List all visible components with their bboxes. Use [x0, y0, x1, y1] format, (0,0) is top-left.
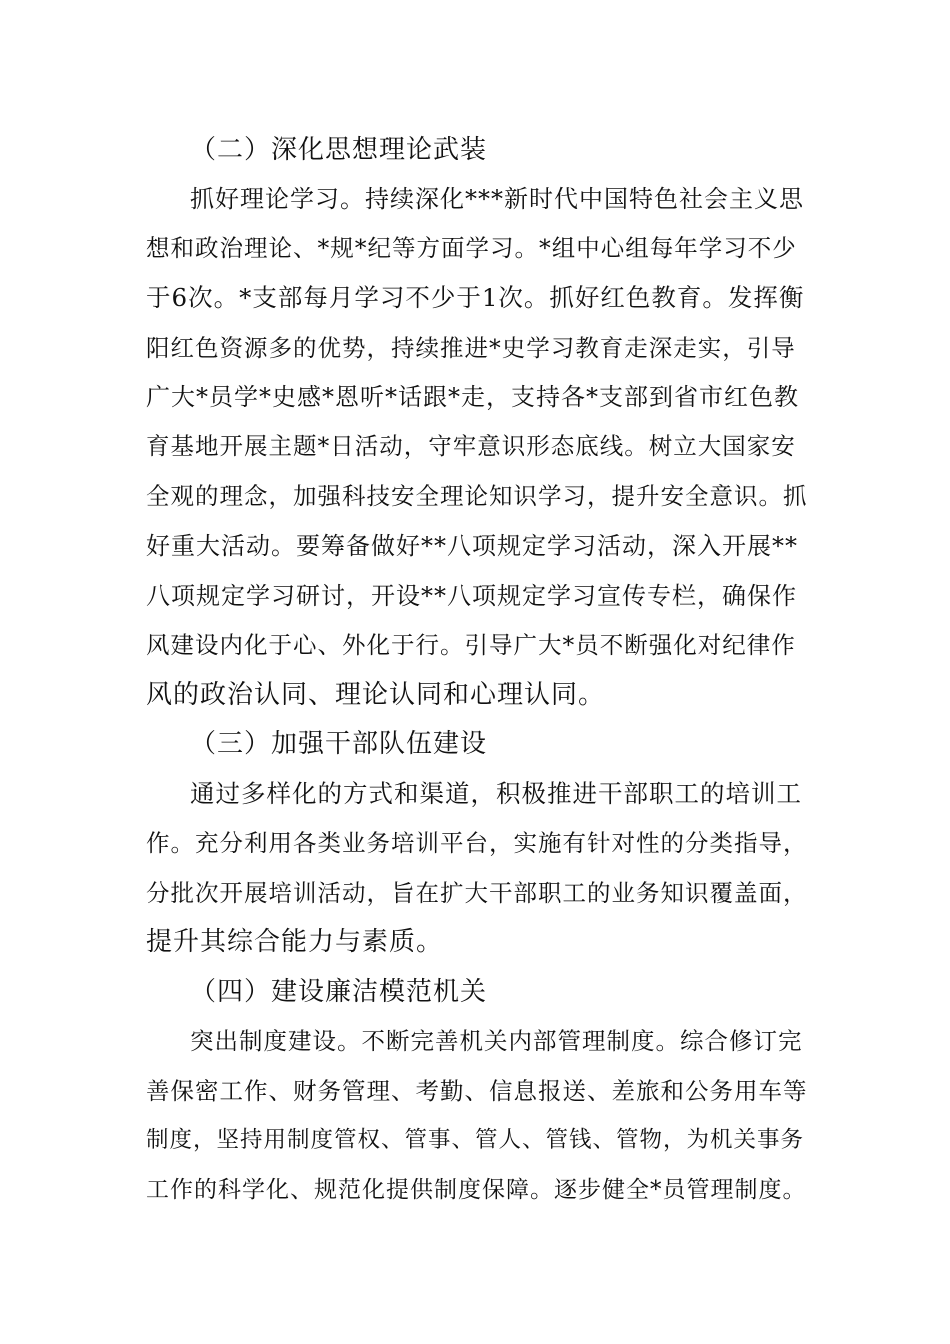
- paragraph-line: 分批次开展培训活动，旨在扩大干部职工的业务知识覆盖面，: [146, 879, 808, 907]
- paragraph-line: 工作的科学化、规范化提供制度保障。逐步健全*员管理制度。: [146, 1177, 807, 1203]
- paragraph-line: 作。充分利用各类业务培训平台，实施有针对性的分类指导，: [146, 829, 808, 857]
- paragraph-line: 好重大活动。要筹备做好**八项规定学习活动，深入开展**: [146, 532, 798, 560]
- section-heading-2: （二）深化思想理论武装: [190, 135, 488, 165]
- paragraph-line: 制度，坚持用制度管权、管事、管人、管钱、管物，为机关事务: [146, 1127, 805, 1153]
- paragraph-line: 广大*员学*史感*恩听*话跟*走，支持各*支部到省市红色教: [146, 383, 799, 411]
- paragraph-line: 善保密工作、财务管理、考勤、信息报送、差旅和公务用车等: [146, 1077, 808, 1105]
- section-heading-4: （四）建设廉洁模范机关: [190, 977, 488, 1007]
- paragraph-line: 全观的理念，加强科技安全理论知识学习，提升安全意识。抓: [146, 482, 808, 510]
- paragraph-line: 风的政治认同、理论认同和心理认同。: [146, 680, 606, 710]
- paragraph-line: 通过多样化的方式和渠道，积极推进干部职工的培训工: [190, 779, 802, 808]
- paragraph-line: 风建设内化于心、外化于行。引导广大*员不断强化对纪律作: [146, 631, 796, 659]
- paragraph-line: 于6次。*支部每月学习不少于1次。抓好红色教育。发挥衡: [146, 283, 805, 312]
- paragraph-line: 提升其综合能力与素质。: [146, 927, 444, 957]
- paragraph-line: 育基地开展主题*日活动，守牢意识形态底线。树立大国家安: [146, 432, 796, 460]
- paragraph-line: 想和政治理论、*规*纪等方面学习。*组中心组每年学习不少: [146, 234, 797, 262]
- paragraph-line: 突出制度建设。不断完善机关内部管理制度。综合修订完: [190, 1027, 803, 1055]
- paragraph-line: 阳红色资源多的优势，持续推进*史学习教育走深走实，引导: [146, 334, 796, 362]
- paragraph-line: 抓好理论学习。持续深化***新时代中国特色社会主义思: [190, 185, 804, 213]
- section-heading-3: （三）加强干部队伍建设: [190, 729, 488, 759]
- paragraph-line: 八项规定学习研讨，开设**八项规定学习宣传专栏，确保作: [146, 582, 797, 610]
